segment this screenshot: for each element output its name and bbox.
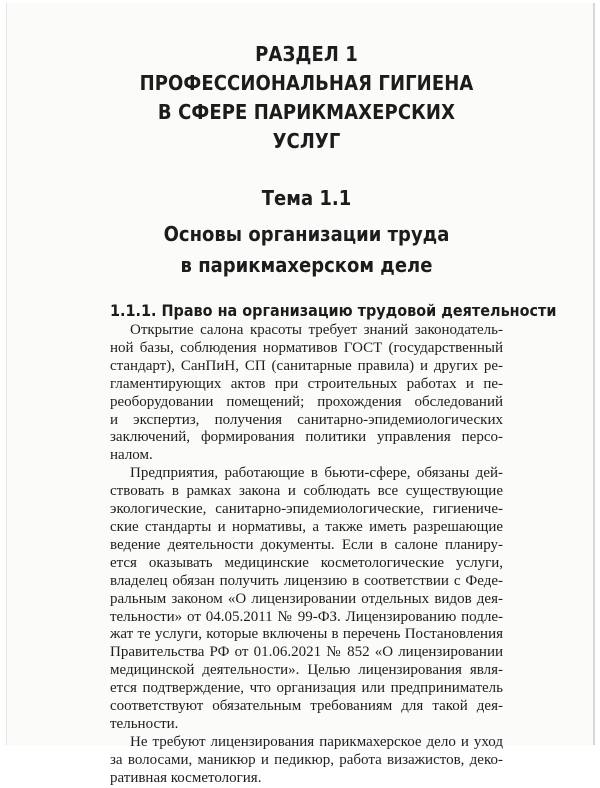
text-line: ведение деятельности документы. Если в салоне планиру-: [110, 536, 503, 553]
book-page: [6, 3, 595, 786]
text-line: экологические, санитарно-эпидемиологические, гигиениче-: [110, 501, 503, 518]
topic-title-line-1: Основы организации труда: [163, 222, 450, 246]
text-line: ется подтверждение, что организация или предприниматель: [110, 680, 503, 697]
text-line: за волосами, маникюр и педикюр, работа визажистов, деко-: [110, 751, 503, 768]
text-line: ной базы, соблюдения нормативов ГОСТ (государственный: [110, 339, 503, 356]
text-line: тельности» от 04.05.2011 № 99-ФЗ. Лицензированию подле-: [110, 608, 503, 625]
body-text: [110, 322, 503, 788]
text-line: и экспертиз, получения санитарно-эпидемиологических: [110, 411, 503, 428]
text-line: владелец обязан получить лицензию в соответствии с Феде-: [110, 572, 503, 589]
text-line: Предприятия, работающие в бьюти-сфере, обязаны дей-: [130, 465, 503, 482]
text-line: ральным законом «О лицензировании отдельных видов дея-: [110, 590, 503, 607]
text-line: налом.: [110, 447, 153, 464]
section-label: РАЗДЕЛ 1: [255, 42, 358, 66]
text-line: гламентирующих актов при строительных работах и пе-: [110, 375, 503, 392]
paragraph-3: [110, 734, 503, 788]
text-line: Не требуют лицензирования парикмахерское дело и уход: [130, 733, 503, 750]
paragraph-2: [110, 465, 503, 734]
section-title-line-1: ПРОФЕССИОНАЛЬНАЯ ГИГИЕНА: [139, 71, 474, 95]
topic-title-line-2: в парикмахерском деле: [180, 253, 433, 277]
text-line: медицинской деятельности». Целью лицензирования явля-: [110, 662, 503, 679]
text-line: жат те услуги, которые включены в перечень Постановления: [110, 626, 503, 643]
text-line: заключений, формирования политики управления персо-: [110, 429, 503, 446]
text-line: Правительства РФ от 01.06.2021 № 852 «О лицензировании: [110, 644, 503, 661]
section-heading: [130, 40, 484, 156]
text-line: ется оказывать медицинские косметологические услуги,: [110, 554, 503, 571]
text-line: тельности.: [110, 715, 179, 732]
text-line: ративная косметология.: [110, 769, 262, 786]
subsection-heading: 1.1.1. Право на организацию трудовой деятельности: [110, 301, 557, 320]
text-line: ствовать в рамках закона и соблюдать все существующие: [110, 483, 503, 500]
text-line: Открытие салона красоты требует знаний законодатель-: [130, 322, 503, 338]
text-line: стандарт), СанПиН, СП (санитарные правила) и других ре-: [110, 357, 503, 374]
text-line: ские стандарты и нормативы, а также иметь разрешающие: [110, 518, 503, 535]
text-line: соответствуют обязательным требованиям для такой дея-: [110, 698, 503, 715]
text-line: реоборудовании помещений; прохождения обследований: [110, 393, 503, 410]
page-content: [110, 40, 557, 788]
section-title-line-2: В СФЕРЕ ПАРИКМАХЕРСКИХ УСЛУГ: [157, 100, 456, 153]
topic-title: [130, 219, 484, 281]
paragraph-1: [110, 322, 503, 465]
topic-number: Тема 1.1: [261, 186, 352, 210]
